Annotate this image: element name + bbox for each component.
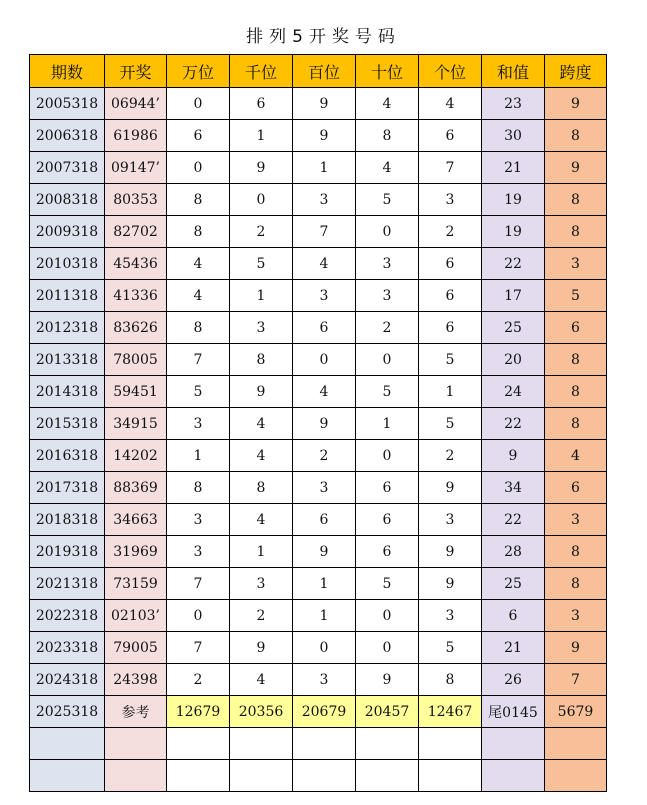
- thousands-digit: 4: [230, 408, 293, 440]
- draw-cell: 82702: [105, 216, 167, 248]
- draw-cell: 24398: [105, 664, 167, 696]
- period-cell: 2006318: [30, 120, 105, 152]
- lottery-table: [29, 54, 607, 792]
- reference-tens: 20457: [356, 696, 419, 728]
- draw-cell: 06944’: [105, 88, 167, 120]
- ones-digit: 6: [419, 312, 482, 344]
- period-cell: 2009318: [30, 216, 105, 248]
- ten-thousands-digit: 7: [167, 568, 230, 600]
- header-thousands: 千位: [230, 55, 293, 88]
- sum-cell: 24: [482, 376, 545, 408]
- table-row: [30, 376, 607, 408]
- ten-thousands-digit: 8: [167, 216, 230, 248]
- ten-thousands-digit: 1: [167, 440, 230, 472]
- ones-digit: 7: [419, 152, 482, 184]
- thousands-digit: 9: [230, 632, 293, 664]
- thousands-digit: 9: [230, 152, 293, 184]
- hundreds-digit: 2: [293, 440, 356, 472]
- reference-row: [30, 696, 607, 728]
- reference-ones: 12467: [419, 696, 482, 728]
- empty-row: [30, 728, 607, 760]
- empty-cell: [545, 728, 607, 760]
- ones-digit: 6: [419, 120, 482, 152]
- draw-cell: 78005: [105, 344, 167, 376]
- thousands-digit: 6: [230, 88, 293, 120]
- ten-thousands-digit: 8: [167, 184, 230, 216]
- span-cell: 8: [545, 216, 607, 248]
- empty-cell: [419, 760, 482, 792]
- table-row: [30, 88, 607, 120]
- empty-row: [30, 760, 607, 792]
- period-cell: 2008318: [30, 184, 105, 216]
- sum-cell: 22: [482, 408, 545, 440]
- empty-cell: [545, 760, 607, 792]
- hundreds-digit: 9: [293, 120, 356, 152]
- ones-digit: 8: [419, 664, 482, 696]
- sum-cell: 19: [482, 184, 545, 216]
- reference-thousands: 20356: [230, 696, 293, 728]
- draw-cell: 61986: [105, 120, 167, 152]
- sum-cell: 34: [482, 472, 545, 504]
- tens-digit: 6: [356, 504, 419, 536]
- tens-digit: 9: [356, 664, 419, 696]
- hundreds-digit: 6: [293, 312, 356, 344]
- tens-digit: 5: [356, 376, 419, 408]
- header-span: 跨度: [545, 55, 607, 88]
- header-hundreds: 百位: [293, 55, 356, 88]
- sum-cell: 22: [482, 248, 545, 280]
- ones-digit: 4: [419, 88, 482, 120]
- tens-digit: 5: [356, 568, 419, 600]
- period-cell: 2018318: [30, 504, 105, 536]
- tens-digit: 4: [356, 88, 419, 120]
- period-cell: 2011318: [30, 280, 105, 312]
- draw-cell: 83626: [105, 312, 167, 344]
- empty-cell: [167, 760, 230, 792]
- tens-digit: 0: [356, 344, 419, 376]
- tens-digit: 6: [356, 472, 419, 504]
- ten-thousands-digit: 5: [167, 376, 230, 408]
- draw-cell: 88369: [105, 472, 167, 504]
- sum-cell: 21: [482, 632, 545, 664]
- empty-cell: [230, 760, 293, 792]
- reference-label: 参考: [105, 696, 167, 728]
- sum-cell: 17: [482, 280, 545, 312]
- span-cell: 6: [545, 312, 607, 344]
- span-cell: 8: [545, 120, 607, 152]
- tens-digit: 2: [356, 312, 419, 344]
- table-row: [30, 440, 607, 472]
- hundreds-digit: 9: [293, 536, 356, 568]
- header-draw: 开奖: [105, 55, 167, 88]
- span-cell: 3: [545, 600, 607, 632]
- tens-digit: 6: [356, 536, 419, 568]
- span-cell: 3: [545, 504, 607, 536]
- thousands-digit: 4: [230, 504, 293, 536]
- thousands-digit: 5: [230, 248, 293, 280]
- table-row: [30, 632, 607, 664]
- ones-digit: 1: [419, 376, 482, 408]
- tens-digit: 1: [356, 408, 419, 440]
- span-cell: 3: [545, 248, 607, 280]
- ones-digit: 5: [419, 632, 482, 664]
- thousands-digit: 4: [230, 664, 293, 696]
- span-cell: 8: [545, 344, 607, 376]
- tens-digit: 0: [356, 440, 419, 472]
- ten-thousands-digit: 4: [167, 280, 230, 312]
- tens-digit: 4: [356, 152, 419, 184]
- sum-cell: 6: [482, 600, 545, 632]
- table-row: [30, 664, 607, 696]
- span-cell: 8: [545, 568, 607, 600]
- table-row: [30, 568, 607, 600]
- period-cell: 2014318: [30, 376, 105, 408]
- table-row: [30, 344, 607, 376]
- header-sum: 和值: [482, 55, 545, 88]
- table-row: [30, 600, 607, 632]
- span-cell: 9: [545, 152, 607, 184]
- sum-cell: 22: [482, 504, 545, 536]
- ones-digit: 5: [419, 344, 482, 376]
- thousands-digit: 2: [230, 216, 293, 248]
- table-row: [30, 280, 607, 312]
- ten-thousands-digit: 8: [167, 472, 230, 504]
- ten-thousands-digit: 3: [167, 504, 230, 536]
- header-ones: 个位: [419, 55, 482, 88]
- sum-cell: 28: [482, 536, 545, 568]
- draw-cell: 80353: [105, 184, 167, 216]
- hundreds-digit: 0: [293, 632, 356, 664]
- hundreds-digit: 6: [293, 504, 356, 536]
- hundreds-digit: 4: [293, 248, 356, 280]
- ones-digit: 9: [419, 472, 482, 504]
- period-cell: 2017318: [30, 472, 105, 504]
- empty-cell: [105, 760, 167, 792]
- span-cell: 8: [545, 184, 607, 216]
- reference-sum: 尾0145: [482, 696, 545, 728]
- sum-cell: 20: [482, 344, 545, 376]
- reference-ten-thousands: 12679: [167, 696, 230, 728]
- period-cell: 2012318: [30, 312, 105, 344]
- span-cell: 4: [545, 440, 607, 472]
- tens-digit: 8: [356, 120, 419, 152]
- ten-thousands-digit: 0: [167, 600, 230, 632]
- tens-digit: 0: [356, 632, 419, 664]
- ten-thousands-digit: 7: [167, 632, 230, 664]
- span-cell: 5: [545, 280, 607, 312]
- reference-period: 2025318: [30, 696, 105, 728]
- header-tens: 十位: [356, 55, 419, 88]
- empty-cell: [30, 760, 105, 792]
- draw-cell: 14202: [105, 440, 167, 472]
- hundreds-digit: 9: [293, 408, 356, 440]
- sum-cell: 19: [482, 216, 545, 248]
- draw-cell: 45436: [105, 248, 167, 280]
- thousands-digit: 8: [230, 472, 293, 504]
- sum-cell: 25: [482, 568, 545, 600]
- thousands-digit: 9: [230, 376, 293, 408]
- draw-cell: 79005: [105, 632, 167, 664]
- period-cell: 2016318: [30, 440, 105, 472]
- draw-cell: 09147’: [105, 152, 167, 184]
- thousands-digit: 4: [230, 440, 293, 472]
- tens-digit: 3: [356, 280, 419, 312]
- ten-thousands-digit: 8: [167, 312, 230, 344]
- period-cell: 2022318: [30, 600, 105, 632]
- ones-digit: 3: [419, 184, 482, 216]
- empty-cell: [356, 728, 419, 760]
- table-row: [30, 184, 607, 216]
- thousands-digit: 0: [230, 184, 293, 216]
- hundreds-digit: 1: [293, 600, 356, 632]
- hundreds-digit: 1: [293, 152, 356, 184]
- table-row: [30, 312, 607, 344]
- ones-digit: 9: [419, 568, 482, 600]
- thousands-digit: 1: [230, 536, 293, 568]
- tens-digit: 0: [356, 216, 419, 248]
- table-row: [30, 120, 607, 152]
- ten-thousands-digit: 0: [167, 88, 230, 120]
- period-cell: 2024318: [30, 664, 105, 696]
- thousands-digit: 2: [230, 600, 293, 632]
- draw-cell: 31969: [105, 536, 167, 568]
- period-cell: 2019318: [30, 536, 105, 568]
- page-title: 排列5开奖号码: [246, 27, 401, 47]
- period-cell: 2007318: [30, 152, 105, 184]
- draw-cell: 73159: [105, 568, 167, 600]
- ten-thousands-digit: 2: [167, 664, 230, 696]
- draw-cell: 34663: [105, 504, 167, 536]
- empty-cell: [167, 728, 230, 760]
- thousands-digit: 3: [230, 312, 293, 344]
- sum-cell: 21: [482, 152, 545, 184]
- ones-digit: 9: [419, 536, 482, 568]
- hundreds-digit: 3: [293, 664, 356, 696]
- sum-cell: 26: [482, 664, 545, 696]
- ten-thousands-digit: 3: [167, 536, 230, 568]
- period-cell: 2021318: [30, 568, 105, 600]
- empty-cell: [356, 760, 419, 792]
- hundreds-digit: 9: [293, 88, 356, 120]
- hundreds-digit: 3: [293, 280, 356, 312]
- ten-thousands-digit: 6: [167, 120, 230, 152]
- span-cell: 6: [545, 472, 607, 504]
- ones-digit: 6: [419, 248, 482, 280]
- reference-hundreds: 20679: [293, 696, 356, 728]
- empty-cell: [230, 728, 293, 760]
- table-row: [30, 408, 607, 440]
- span-cell: 9: [545, 632, 607, 664]
- draw-cell: 02103’: [105, 600, 167, 632]
- draw-cell: 34915: [105, 408, 167, 440]
- empty-cell: [482, 760, 545, 792]
- ones-digit: 5: [419, 408, 482, 440]
- hundreds-digit: 1: [293, 568, 356, 600]
- sum-cell: 23: [482, 88, 545, 120]
- hundreds-digit: 3: [293, 472, 356, 504]
- span-cell: 9: [545, 88, 607, 120]
- ones-digit: 3: [419, 600, 482, 632]
- empty-cell: [293, 760, 356, 792]
- sum-cell: 30: [482, 120, 545, 152]
- thousands-digit: 3: [230, 568, 293, 600]
- sum-cell: 25: [482, 312, 545, 344]
- thousands-digit: 1: [230, 280, 293, 312]
- ten-thousands-digit: 0: [167, 152, 230, 184]
- span-cell: 8: [545, 376, 607, 408]
- header-period: 期数: [30, 55, 105, 88]
- table-row: [30, 472, 607, 504]
- thousands-digit: 8: [230, 344, 293, 376]
- header-ten-thousands: 万位: [167, 55, 230, 88]
- hundreds-digit: 0: [293, 344, 356, 376]
- thousands-digit: 1: [230, 120, 293, 152]
- ones-digit: 2: [419, 216, 482, 248]
- hundreds-digit: 3: [293, 184, 356, 216]
- reference-span: 5679: [545, 696, 607, 728]
- empty-cell: [482, 728, 545, 760]
- table-row: [30, 248, 607, 280]
- ten-thousands-digit: 7: [167, 344, 230, 376]
- table-row: [30, 536, 607, 568]
- table-row: [30, 152, 607, 184]
- span-cell: 7: [545, 664, 607, 696]
- period-cell: 2015318: [30, 408, 105, 440]
- ones-digit: 2: [419, 440, 482, 472]
- table-row: [30, 504, 607, 536]
- draw-cell: 41336: [105, 280, 167, 312]
- ten-thousands-digit: 3: [167, 408, 230, 440]
- tens-digit: 0: [356, 600, 419, 632]
- ones-digit: 6: [419, 280, 482, 312]
- header-row: [30, 55, 607, 88]
- tens-digit: 3: [356, 248, 419, 280]
- sum-cell: 9: [482, 440, 545, 472]
- hundreds-digit: 4: [293, 376, 356, 408]
- period-cell: 2005318: [30, 88, 105, 120]
- hundreds-digit: 7: [293, 216, 356, 248]
- tens-digit: 5: [356, 184, 419, 216]
- empty-cell: [30, 728, 105, 760]
- period-cell: 2013318: [30, 344, 105, 376]
- empty-cell: [105, 728, 167, 760]
- ten-thousands-digit: 4: [167, 248, 230, 280]
- span-cell: 8: [545, 536, 607, 568]
- draw-cell: 59451: [105, 376, 167, 408]
- empty-cell: [293, 728, 356, 760]
- period-cell: 2023318: [30, 632, 105, 664]
- period-cell: 2010318: [30, 248, 105, 280]
- table-row: [30, 216, 607, 248]
- empty-cell: [419, 728, 482, 760]
- span-cell: 8: [545, 408, 607, 440]
- ones-digit: 3: [419, 504, 482, 536]
